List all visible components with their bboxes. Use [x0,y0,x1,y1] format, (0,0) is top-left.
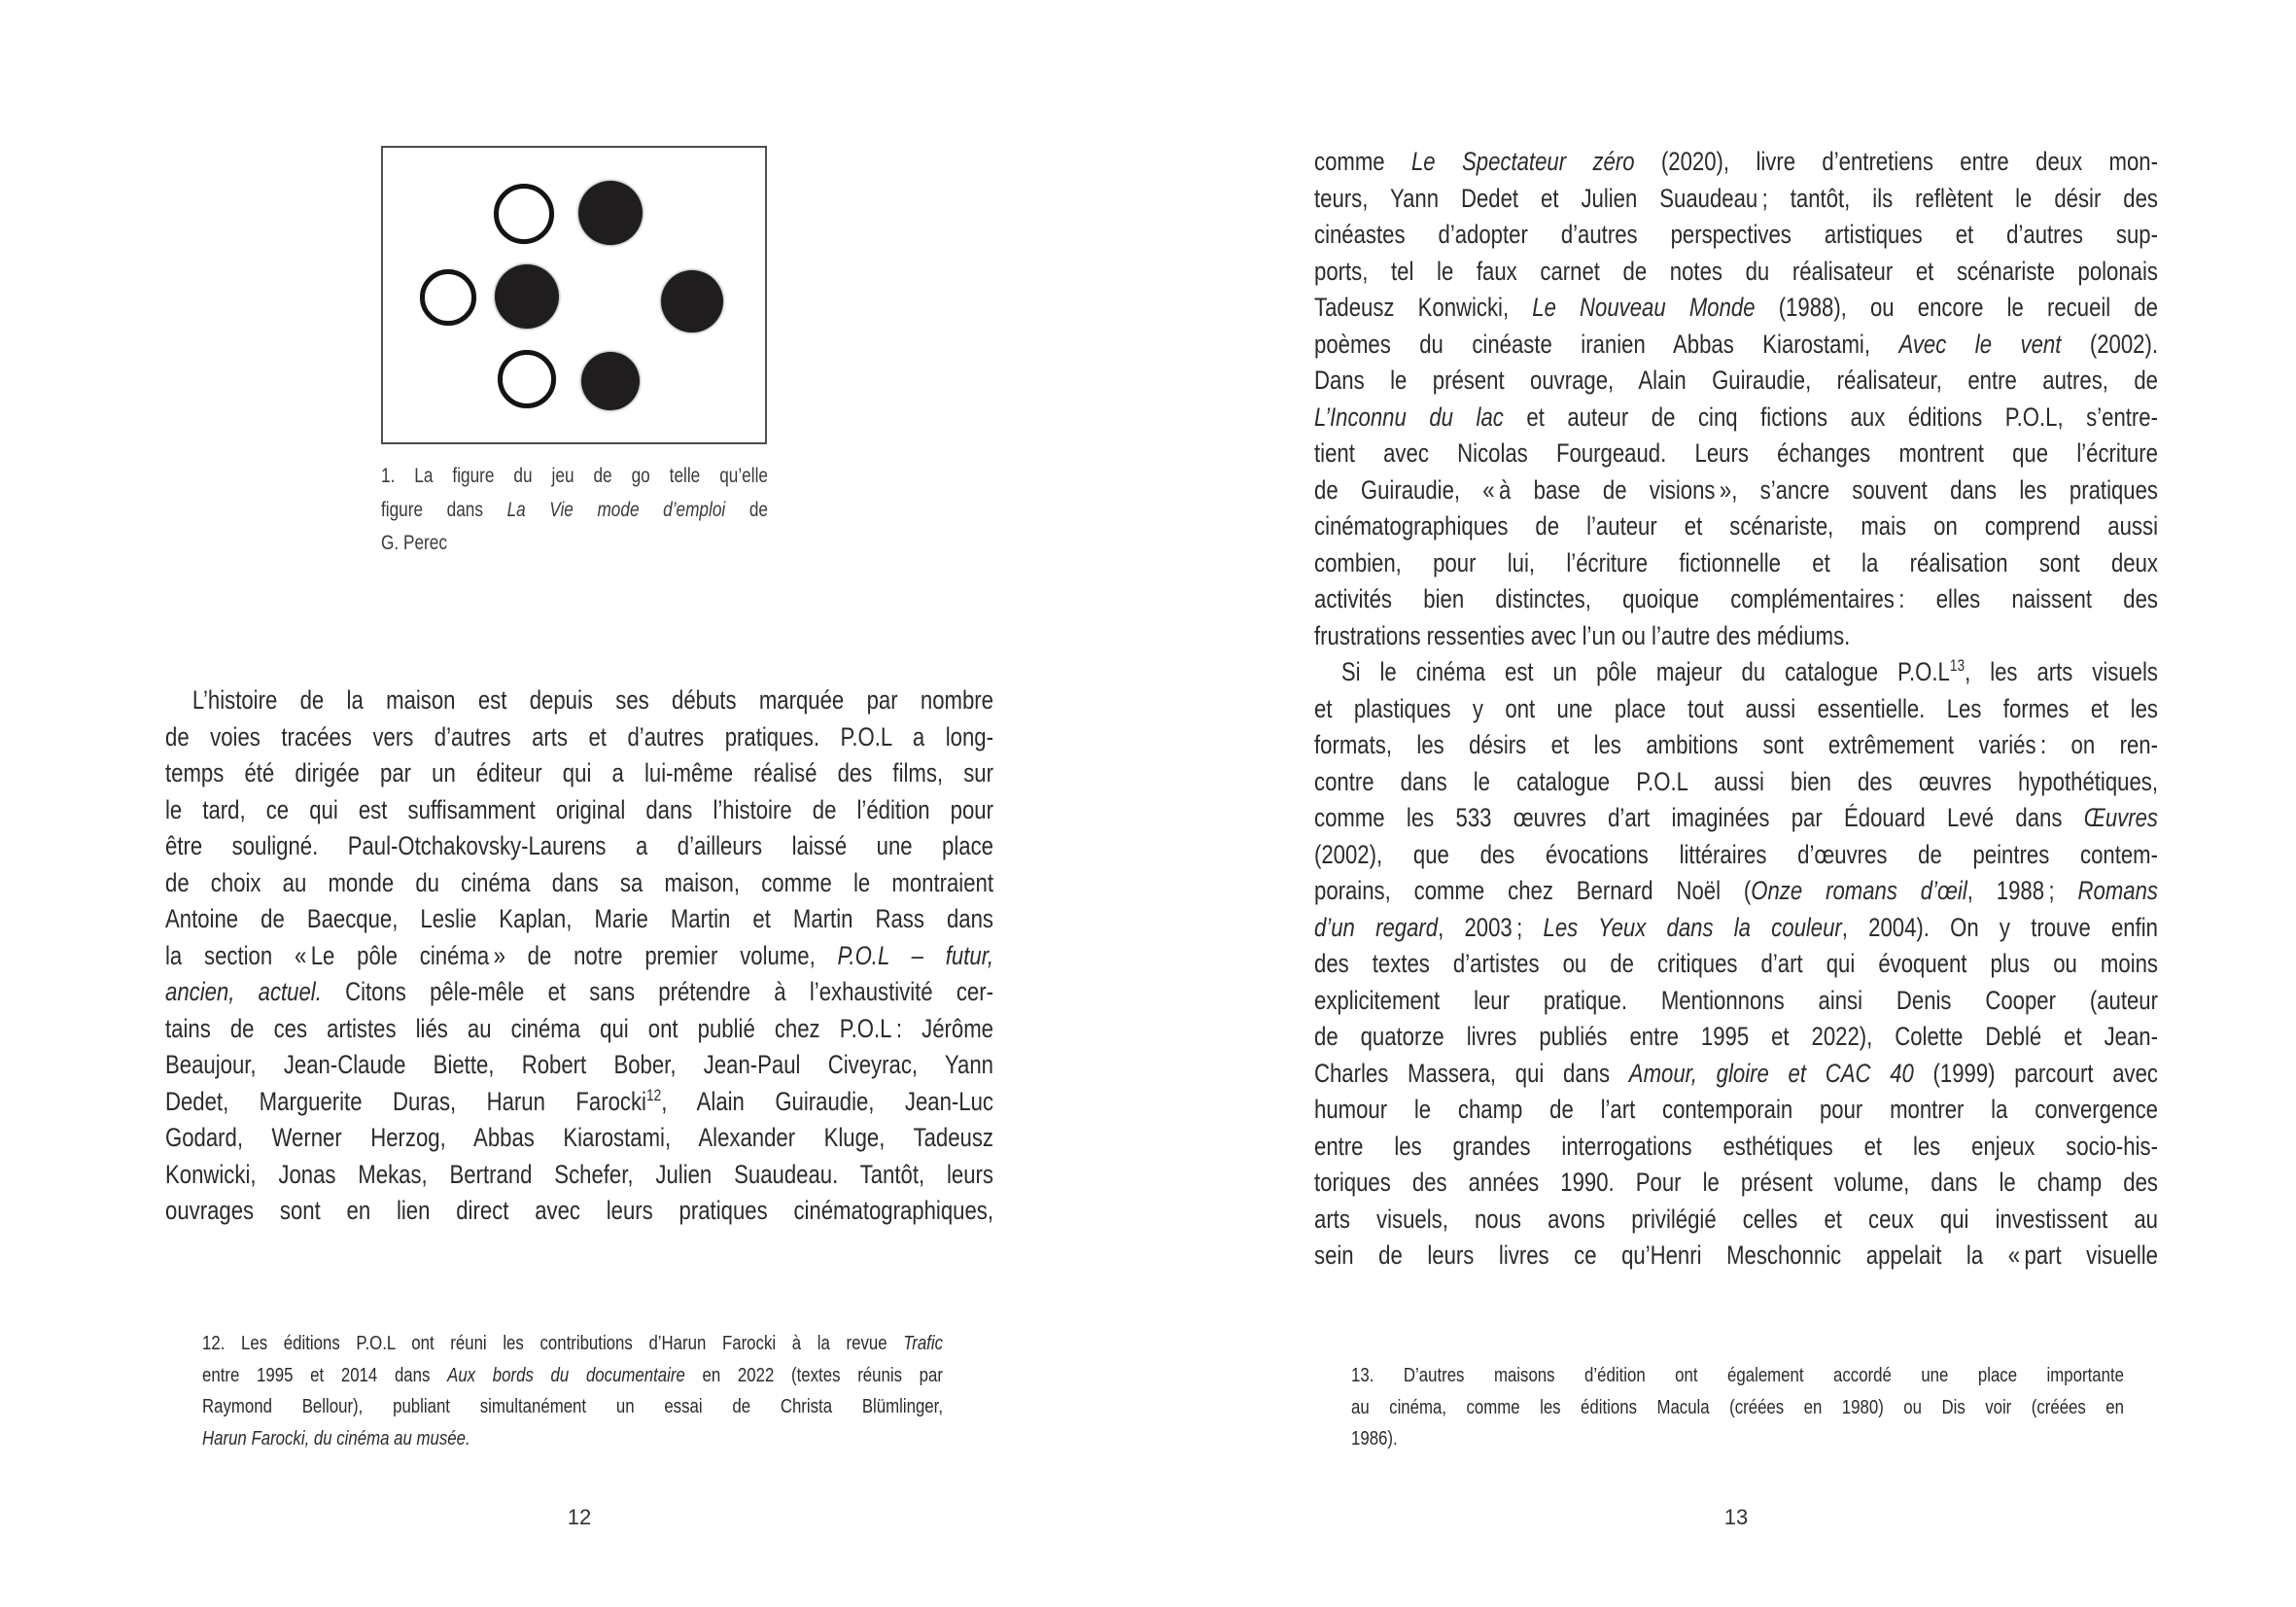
text-line: figure dans La Vie mode d’emploi de [381,498,768,521]
go-stone-black [661,270,723,332]
text-line: Raymond Bellour), publiant simultanément un essai de Christa Blümlinger, [202,1395,943,1417]
text-line: entre les grandes interrogations esthétiques et les enjeux socio-his- [1314,1131,2158,1161]
text-line: frustrations ressenties avec l’un ou l’autre des médiums. [1314,620,1851,650]
text-line: comme Le Spectateur zéro (2020), livre d’entretiens entre deux mon- [1314,147,2158,176]
text-line: explicitement leur pratique. Mentionnons ainsi Denis Cooper (auteur [1314,985,2158,1015]
go-stone-white [420,269,476,326]
text-line: porains, comme chez Bernard Noël (Onze romans d’œil, 1988 ; Romans [1314,876,2158,905]
text-line: ancien, actuel. Citons pêle-mêle et sans prétendre à l’exhaustivité cer- [165,977,993,1006]
text-line: de voies tracées vers d’autres arts et d’autres pratiques. P.O.L a long- [165,721,993,751]
page-number-right: 13 [1723,1505,1749,1529]
go-figure [381,146,767,444]
right-page-body-text [1314,144,2158,1275]
text-line: ports, tel le faux carnet de notes du réalisateur et scénariste polonais [1314,256,2158,286]
text-line: formats, les désirs et les ambitions sont extrêmement variés : on ren- [1314,730,2158,759]
left-page-body-text [165,682,993,1230]
go-stone-black [578,181,643,245]
text-line: 13. D’autres maisons d’édition ont également accordé une place importante [1351,1364,2124,1386]
text-line: la section « Le pôle cinéma » de notre premier volume, P.O.L – futur, [165,940,993,970]
text-line: activités bien distinctes, quoique complémentaires : elles naissent des [1314,584,2158,613]
text-line: de Guiraudie, « à base de visions », s’ancre souvent dans les pratiques [1314,474,2158,505]
text-line: G. Perec [381,532,447,554]
text-line: sein de leurs livres ce qu’Henri Meschonnic appelait la « part visuelle [1314,1240,2158,1270]
text-line: 12. Les éditions P.O.L ont réuni les contributions d’Harun Farocki à la revue Trafic [202,1332,943,1354]
text-line: et plastiques y ont une place tout aussi essentielle. Les formes et les [1314,693,2158,723]
text-line: être souligné. Paul-Otchakovsky-Laurens a d’ailleurs laissé une place [165,831,993,860]
text-line: 1986). [1351,1427,1398,1450]
text-line: poèmes du cinéaste iranien Abbas Kiarostami, Avec le vent (2002). [1314,329,2158,359]
text-line: Beaujour, Jean-Claude Biette, Robert Bober, Jean-Paul Civeyrac, Yann [165,1050,993,1079]
footnote-reference: 12 [645,1085,662,1104]
text-line: Konwicki, Jonas Mekas, Bertrand Schefer, Julien Suaudeau. Tantôt, leurs [165,1159,993,1189]
figure-caption [381,460,768,561]
text-line: tains de ces artistes liés au cinéma qui ont publié chez P.O.L : Jérôme [165,1013,993,1043]
text-line: 1. La figure du jeu de go telle qu’elle [381,465,768,487]
text-line: de quatorze livres publiés entre 1995 et 2022), Colette Deblé et Jean- [1314,1022,2158,1051]
text-line: (2002), que des évocations littéraires d’œuvres de peintres contem- [1314,839,2158,869]
footnote-reference: 13 [1949,656,1966,675]
text-line: Tadeusz Konwicki, Le Nouveau Monde (1988), ou encore le recueil de [1314,293,2158,322]
text-line: comme les 533 œuvres d’art imaginées par Édouard Levé dans Œuvres [1314,803,2158,832]
text-line: cinématographiques de l’auteur et scénariste, mais on comprend aussi [1314,511,2158,541]
footnote-12 [202,1328,943,1454]
text-line: Dedet, Marguerite Duras, Harun Farocki$^{12}$, Alain Guiraudie, Jean-Luc [165,1085,993,1116]
go-stone-black [495,264,559,329]
text-line: teurs, Yann Dedet et Julien Suaudeau ; tantôt, ils reflètent le désir des [1314,183,2158,213]
text-line: temps été dirigée par un éditeur qui a lui-même réalisé des films, sur [165,758,993,787]
text-line: d’un regard, 2003 ; Les Yeux dans la couleur, 2004). On y trouve enfin [1314,912,2158,942]
text-line: Godard, Werner Herzog, Abbas Kiarostami, Alexander Kluge, Tadeusz [165,1123,993,1152]
text-line: ouvrages sont en lien direct avec leurs pratiques cinématographiques, [165,1196,993,1225]
go-stone-black [581,352,640,410]
text-line: tient avec Nicolas Fourgeaud. Leurs échanges montrent que l’écriture [1314,438,2158,468]
text-line: toriques des années 1990. Pour le présent volume, dans le champ des [1314,1168,2158,1197]
text-line: Dans le présent ouvrage, Alain Guiraudie, réalisateur, entre autres, de [1314,366,2158,395]
text-line: contre dans le catalogue P.O.L aussi bien des œuvres hypothétiques, [1314,766,2158,796]
text-line: Harun Farocki, du cinéma au musée. [202,1426,470,1450]
go-stone-white [494,184,554,244]
text-line: au cinéma, comme les éditions Macula (créées en 1980) ou Dis voir (créées en [1351,1395,2124,1418]
text-line: humour le champ de l’art contemporain pour montrer la convergence [1314,1095,2158,1124]
text-line: arts visuels, nous avons privilégié celles et ceux qui investissent au [1314,1204,2158,1234]
text-line: L’histoire de la maison est depuis ses débuts marquée par nombre [191,685,993,715]
text-line: Charles Massera, qui dans Amour, gloire et CAC 40 (1999) parcourt avec [1314,1058,2158,1088]
text-line: des textes d’artistes ou de critiques d’art qui évoquent plus ou moins [1314,949,2158,978]
text-line: le tard, ce qui est suffisamment original dans l’histoire de l’édition pour [165,794,993,824]
text-line: combien, pour lui, l’écriture fictionnelle et la réalisation sont deux [1314,547,2158,577]
text-line: L’Inconnu du lac et auteur de cinq fictions aux éditions P.O.L, s’entre- [1314,402,2158,432]
footnote-13 [1351,1360,2124,1455]
text-line: de choix au monde du cinéma dans sa maison, comme le montraient [165,867,993,897]
text-line: Antoine de Baecque, Leslie Kaplan, Marie Martin et Martin Rass dans [165,904,993,933]
page-number-left: 12 [567,1505,592,1529]
text-line: entre 1995 et 2014 dans Aux bords du documentaire en 2022 (textes réunis par [202,1363,943,1386]
go-stone-white [498,350,556,408]
text-line: cinéastes d’adopter d’autres perspectives artistiques et d’autres sup- [1314,220,2158,249]
text-line: Si le cinéma est un pôle majeur du catalogue $P.O.L^{13}$, les arts visuels [1340,656,2158,686]
